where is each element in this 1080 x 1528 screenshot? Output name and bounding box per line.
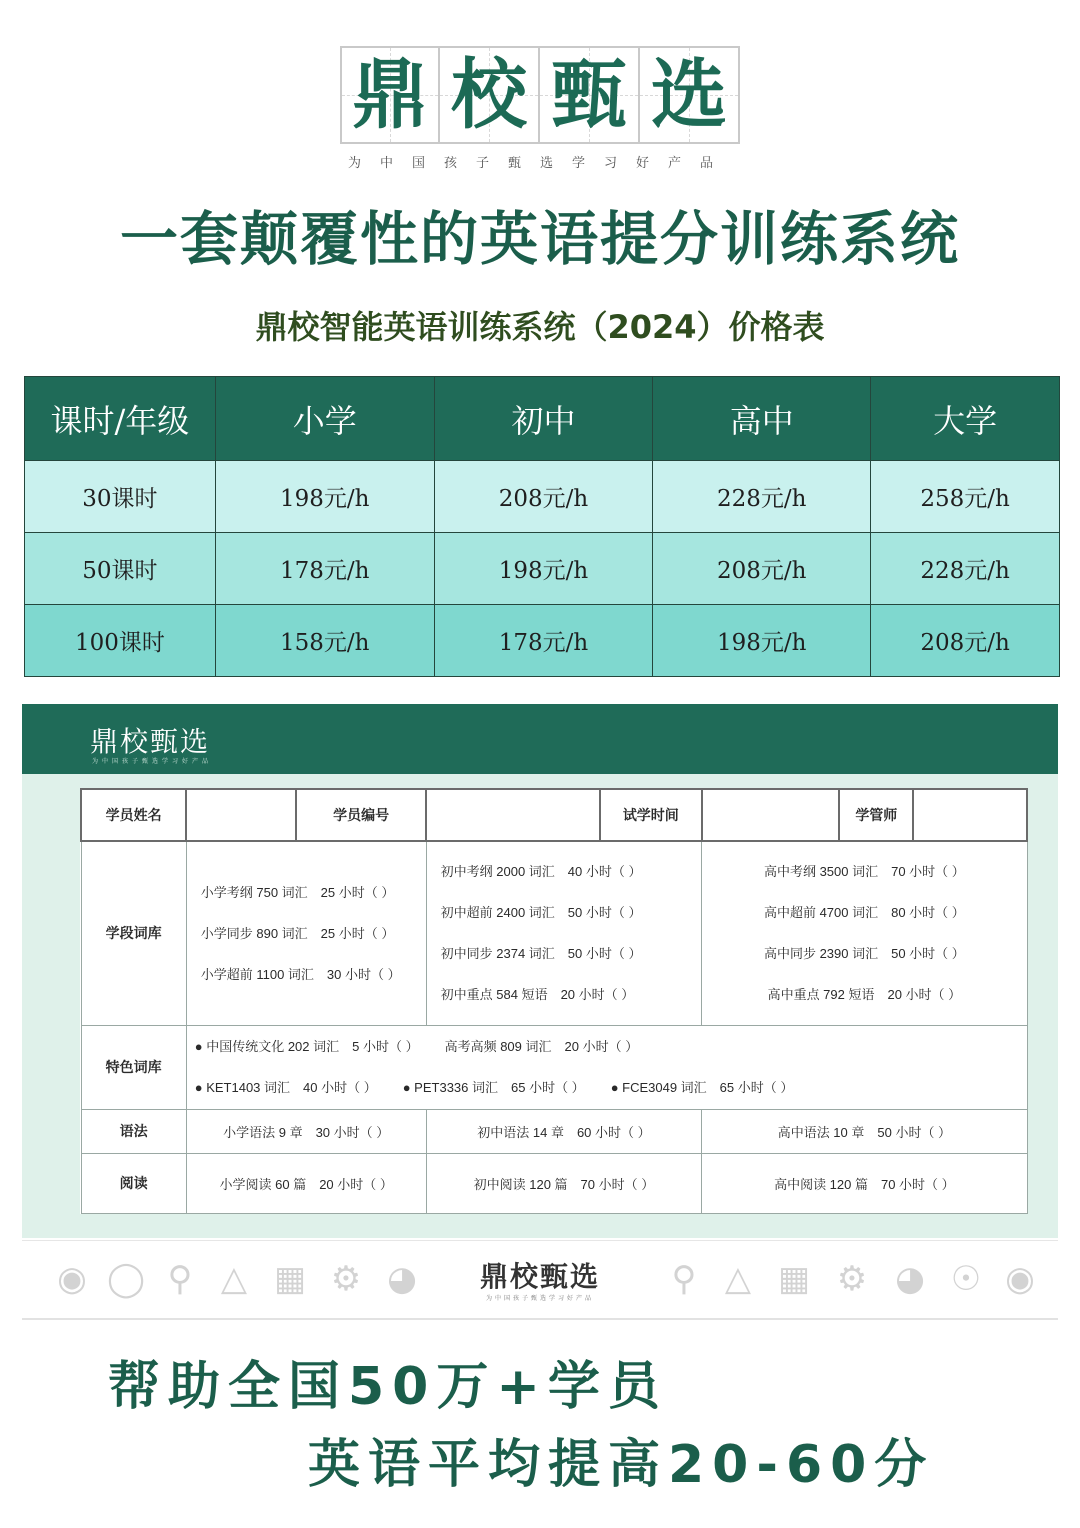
medal-icon: ◉ xyxy=(57,1259,87,1299)
price-cell: 198元/h xyxy=(653,605,871,677)
lightbulb-icon: ◯ xyxy=(106,1259,146,1299)
option-item[interactable]: ● PET3336 词汇 65 小时（ ） xyxy=(402,1080,585,1095)
idea-head-icon: ◕ xyxy=(895,1259,925,1299)
reading-label: 阅读 xyxy=(81,1153,186,1213)
grammar-label: 语法 xyxy=(81,1109,186,1153)
ruler-icon: △ xyxy=(220,1259,248,1299)
logo-box xyxy=(340,46,440,144)
logo-char: 校 xyxy=(451,50,527,139)
option-item[interactable]: ● 中国传统文化 202 词汇 5 小时（ ） xyxy=(194,1039,419,1054)
magnifier-icon: ⚲ xyxy=(671,1259,697,1299)
feature-vocab-label: 特色词库 xyxy=(81,1025,186,1109)
book-icon: ▦ xyxy=(777,1259,811,1299)
icon-strip xyxy=(22,1240,1058,1320)
form-info-row xyxy=(81,789,1027,841)
card-logo-tagline: 为中国孩子甄选学习好产品 xyxy=(92,758,213,765)
option-item[interactable]: 高考高频 809 词汇 20 小时（ ） xyxy=(444,1039,639,1054)
option-item[interactable]: 初中阅读 120 篇 70 小时（ ） xyxy=(426,1153,702,1213)
price-cell: 158元/h xyxy=(215,605,434,677)
enrollment-form-card xyxy=(22,704,1058,1238)
logo-tagline: 为中国孩子甄选学习好产品 xyxy=(347,156,732,171)
headline: 一套颠覆性的英语提分训练系统 xyxy=(119,205,960,273)
search-gear-icon: ⚙ xyxy=(836,1259,868,1299)
option-item[interactable]: 高中重点 792 短语 20 小时（ ） xyxy=(767,987,962,1003)
primary-vocab-options xyxy=(186,841,426,1025)
student-id-field[interactable] xyxy=(426,789,600,841)
price-table-title: 鼎校智能英语训练系统（2024）价格表 xyxy=(255,308,825,346)
logo-box xyxy=(640,46,740,144)
option-item[interactable]: 初中重点 584 短语 20 小时（ ） xyxy=(440,987,635,1003)
option-item[interactable]: 高中超前 4700 词汇 80 小时（ ） xyxy=(763,905,965,921)
medal-icon: ◉ xyxy=(1005,1259,1035,1299)
option-item[interactable]: 初中考纲 2000 词汇 40 小时（ ） xyxy=(440,864,642,880)
header-cell: 课时/年级 xyxy=(25,377,216,461)
manager-field[interactable] xyxy=(913,789,1027,841)
option-item[interactable]: ● KET1403 词汇 40 小时（ ） xyxy=(194,1080,377,1095)
enrollment-form xyxy=(80,788,1028,1214)
option-item[interactable]: 初中语法 14 章 60 小时（ ） xyxy=(426,1109,702,1153)
header-cell: 初中 xyxy=(434,377,653,461)
price-cell: 178元/h xyxy=(215,533,434,605)
student-id-label: 学员编号 xyxy=(296,789,426,841)
price-cell: 178元/h xyxy=(434,605,653,677)
price-cell: 198元/h xyxy=(215,461,434,533)
option-item[interactable]: 小学语法 9 章 30 小时（ ） xyxy=(186,1109,426,1153)
option-item[interactable]: 初中同步 2374 词汇 50 小时（ ） xyxy=(440,946,642,962)
footer-line-1: 帮助全国50万+学员 xyxy=(108,1357,668,1417)
trial-time-label: 试学时间 xyxy=(600,789,702,841)
ruler-icon: △ xyxy=(724,1259,752,1299)
feature-vocab-row xyxy=(81,1025,1027,1109)
student-name-field[interactable] xyxy=(186,789,296,841)
magnifier-icon: ⚲ xyxy=(167,1259,193,1299)
row-label: 30课时 xyxy=(25,461,216,533)
manager-label: 学管师 xyxy=(839,789,913,841)
price-table-header xyxy=(25,377,1060,461)
table-row xyxy=(25,533,1060,605)
card-logo: 鼎校甄选 xyxy=(90,725,211,758)
book-icon: ▦ xyxy=(273,1259,307,1299)
price-cell: 208元/h xyxy=(653,533,871,605)
logo-char: 选 xyxy=(651,50,727,139)
price-cell: 208元/h xyxy=(871,605,1060,677)
card-header xyxy=(22,704,1058,774)
option-item[interactable]: 高中语法 10 章 50 小时（ ） xyxy=(702,1109,1027,1153)
header-cell: 小学 xyxy=(215,377,434,461)
price-cell: 258元/h xyxy=(871,461,1060,533)
option-item[interactable]: 小学考纲 750 词汇 25 小时（ ） xyxy=(200,884,395,900)
student-name-label: 学员姓名 xyxy=(81,789,186,841)
row-label: 50课时 xyxy=(25,533,216,605)
price-table xyxy=(24,376,1060,677)
option-item[interactable]: 高中阅读 120 篇 70 小时（ ） xyxy=(702,1153,1027,1213)
logo-box xyxy=(540,46,640,144)
option-item[interactable]: 高中考纲 3500 词汇 70 小时（ ） xyxy=(763,864,965,880)
option-item[interactable]: ● FCE3049 词汇 65 小时（ ） xyxy=(610,1080,794,1095)
price-cell: 198元/h xyxy=(434,533,653,605)
table-row xyxy=(25,605,1060,677)
feature-vocab-options xyxy=(186,1025,1027,1109)
middle-vocab-options xyxy=(426,841,702,1025)
table-row xyxy=(25,461,1060,533)
idea-head-icon: ◕ xyxy=(387,1259,417,1299)
strip-logo: 鼎校甄选 xyxy=(479,1260,600,1293)
header-cell: 大学 xyxy=(871,377,1060,461)
logo-box xyxy=(440,46,540,144)
price-cell: 208元/h xyxy=(434,461,653,533)
stage-vocab-label: 学段词库 xyxy=(81,841,186,1025)
row-label: 100课时 xyxy=(25,605,216,677)
globe-icon: ☉ xyxy=(950,1259,982,1299)
grammar-row xyxy=(81,1109,1027,1153)
strip-logo-tagline: 为中国孩子甄选学习好产品 xyxy=(485,1295,594,1302)
option-item[interactable]: 高中同步 2390 词汇 50 小时（ ） xyxy=(763,946,965,962)
logo-char: 鼎 xyxy=(352,50,428,139)
price-cell: 228元/h xyxy=(871,533,1060,605)
option-item[interactable]: 小学超前 1100 词汇 30 小时（ ） xyxy=(200,966,401,982)
footer-line-2: 英语平均提高20-60分 xyxy=(308,1435,935,1495)
trial-time-field[interactable] xyxy=(702,789,840,841)
option-item[interactable]: 小学阅读 60 篇 20 小时（ ） xyxy=(186,1153,426,1213)
high-vocab-options xyxy=(702,841,1027,1025)
header-cell: 高中 xyxy=(653,377,871,461)
option-item[interactable]: 初中超前 2400 词汇 50 小时（ ） xyxy=(440,905,642,921)
logo-char: 甄 xyxy=(551,50,627,139)
price-cell: 228元/h xyxy=(653,461,871,533)
search-gear-icon: ⚙ xyxy=(330,1259,362,1299)
option-item[interactable]: 小学同步 890 词汇 25 小时（ ） xyxy=(200,925,395,941)
reading-row xyxy=(81,1153,1027,1213)
brand-logo xyxy=(340,46,740,144)
stage-vocab-row xyxy=(81,841,1027,1025)
